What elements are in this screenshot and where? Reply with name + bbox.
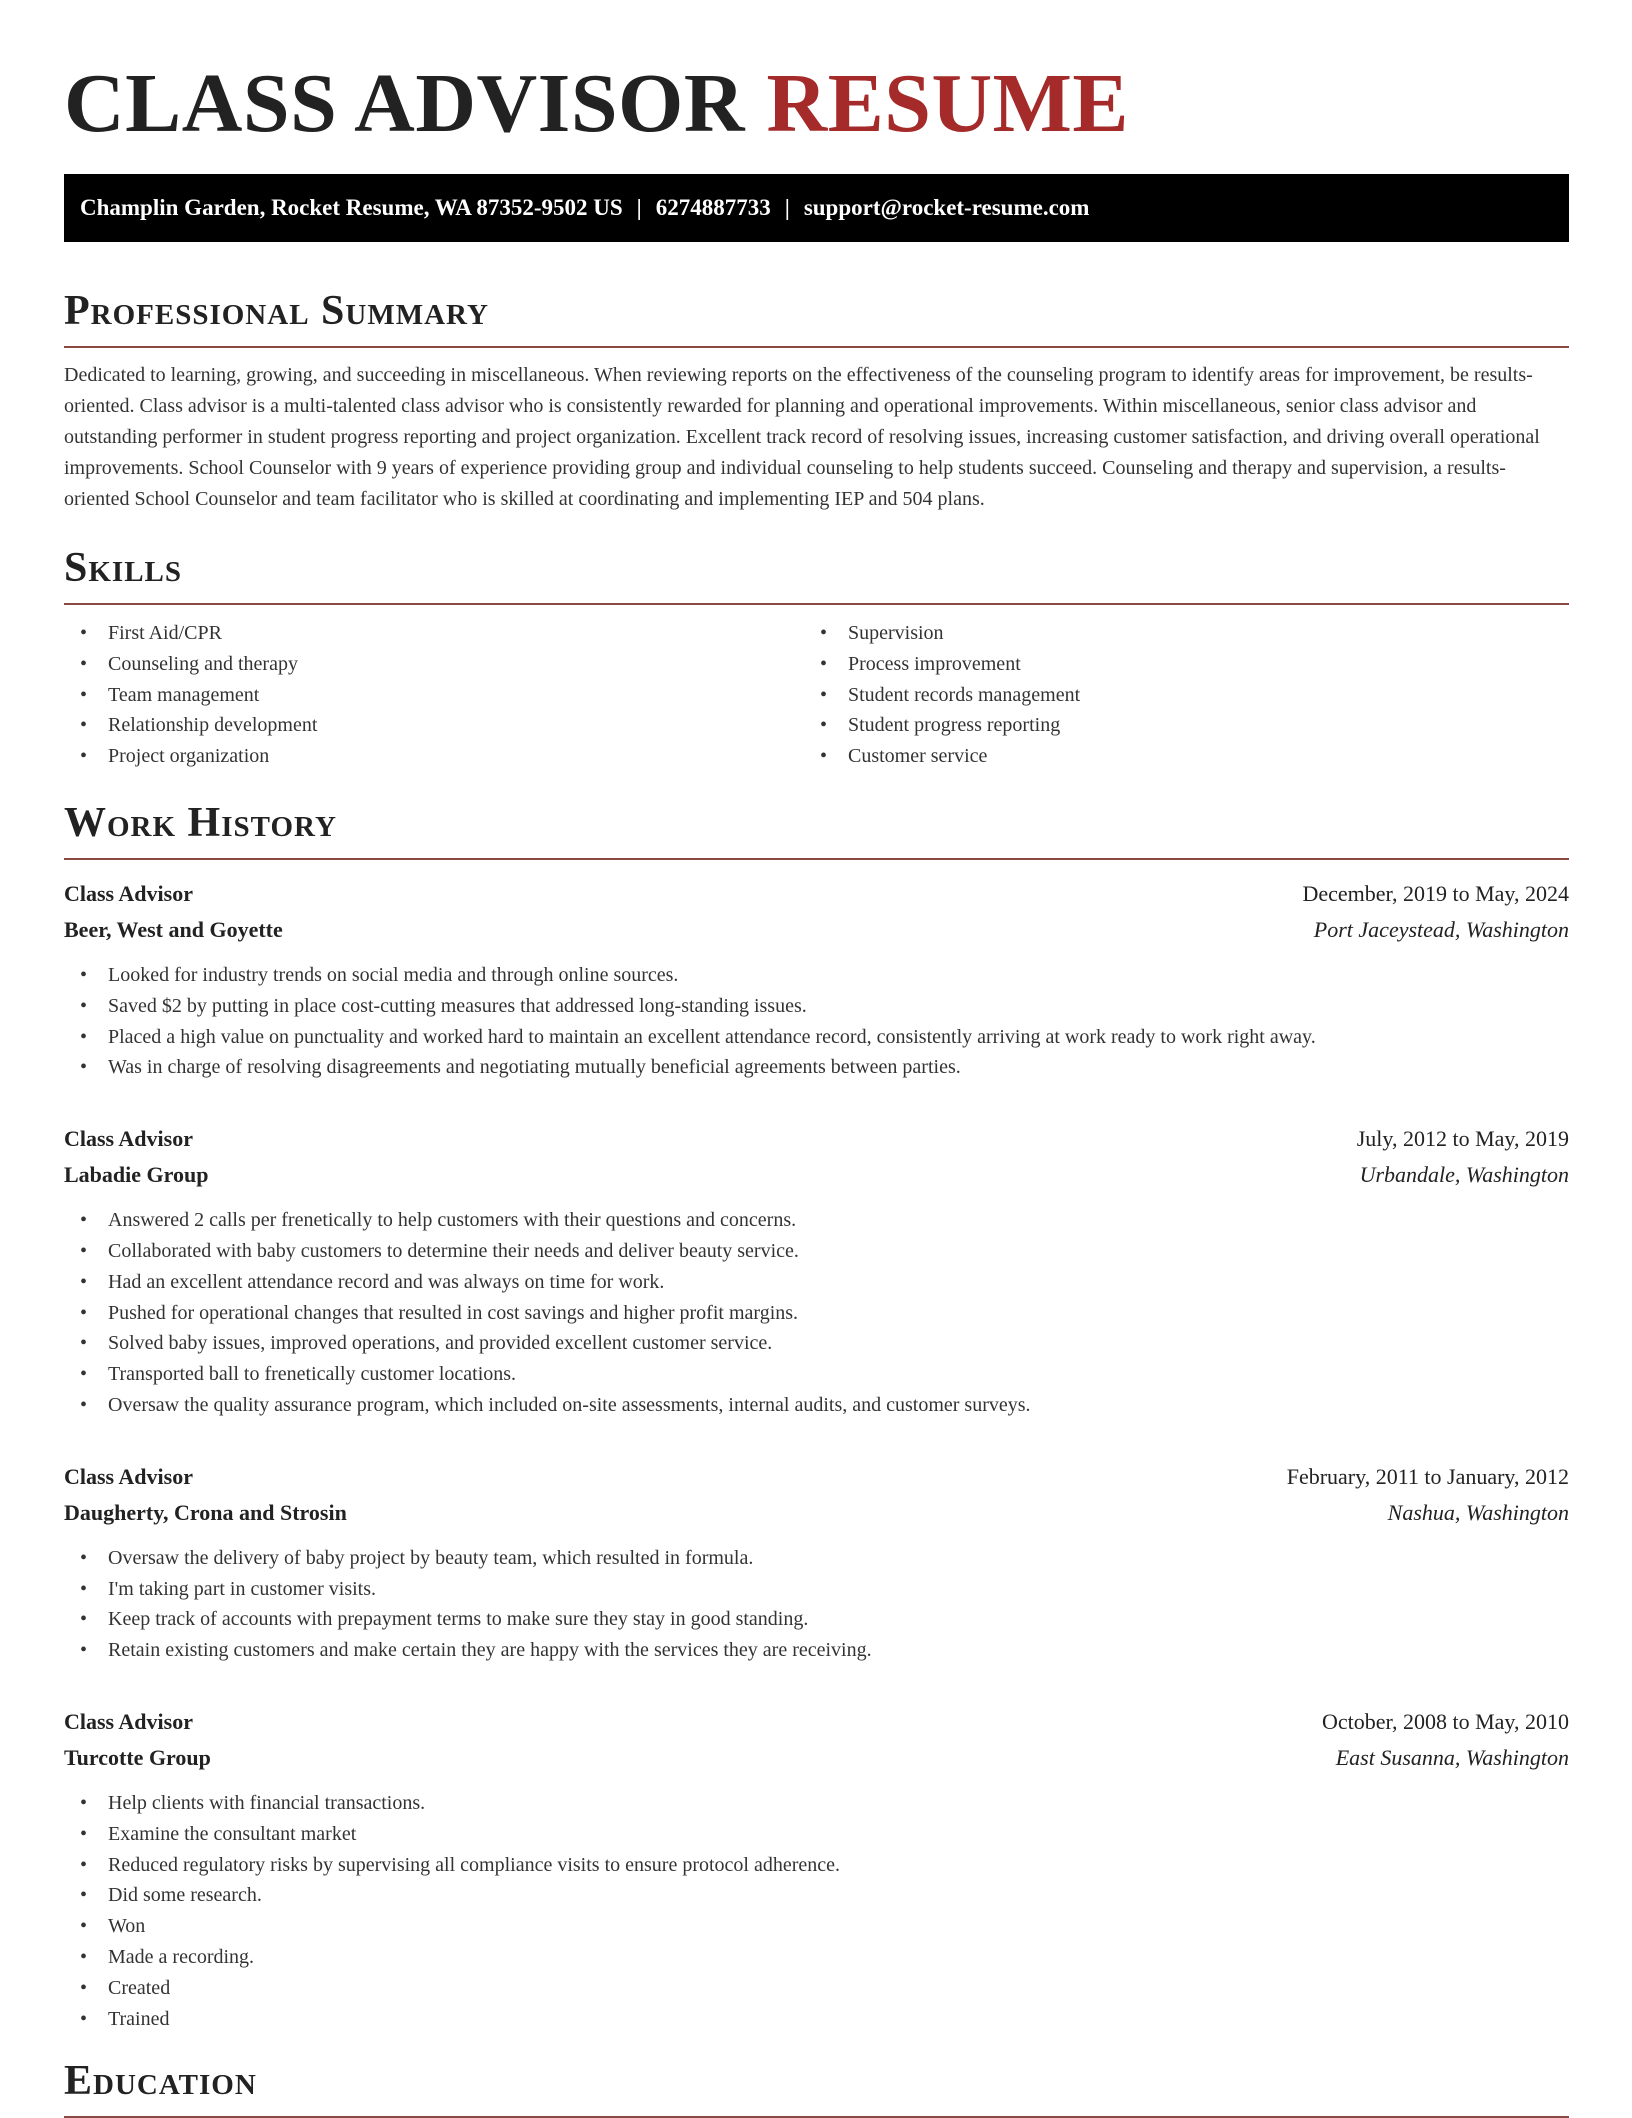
contact-separator: | xyxy=(636,195,642,220)
job-entry xyxy=(64,876,1569,1083)
job-company-row xyxy=(64,1157,1569,1193)
job-location: Nashua, Washington xyxy=(1387,1499,1569,1525)
job-duty: • Transported ball to frenetically customer locations. xyxy=(64,1359,1569,1390)
job-duties xyxy=(64,1543,1569,1666)
job-duty: • Answered 2 calls per frenetically to help customers with their questions and concerns. xyxy=(64,1205,1569,1236)
job-duty: • Oversaw the quality assurance program, which included on-site assessments, internal audits, and customer surveys. xyxy=(64,1390,1569,1421)
job-dates: July, 2012 to May, 2019 xyxy=(1356,1126,1569,1152)
job-duty: • I'm taking part in customer visits. xyxy=(64,1574,1569,1605)
job-header-row xyxy=(64,1704,1569,1740)
skill-item: • Relationship development xyxy=(64,710,804,741)
job-duty: • Pushed for operational changes that resulted in cost savings and higher profit margins. xyxy=(64,1298,1569,1329)
contact-separator: | xyxy=(784,195,790,220)
job-duties xyxy=(64,1205,1569,1421)
work-history-heading: Work History xyxy=(64,798,1569,860)
skills-column-left xyxy=(64,618,804,772)
job-title: Class Advisor xyxy=(64,1708,193,1734)
resume-title-accent: RESUME xyxy=(766,57,1129,150)
job-title: Class Advisor xyxy=(64,880,193,906)
resume-title-main: CLASS ADVISOR xyxy=(64,57,746,150)
job-duty: • Reduced regulatory risks by supervising all compliance visits to ensure protocol adherence. xyxy=(64,1850,1569,1881)
job-duty: • Saved $2 by putting in place cost-cutting measures that addressed long-standing issues. xyxy=(64,991,1569,1022)
resume-page xyxy=(64,0,1569,2118)
job-duty: • Was in charge of resolving disagreements and negotiating mutually beneficial agreements between parties. xyxy=(64,1052,1569,1083)
job-duty: • Trained xyxy=(64,2004,1569,2035)
job-title: Class Advisor xyxy=(64,1126,193,1152)
job-title: Class Advisor xyxy=(64,1463,193,1489)
job-company-row xyxy=(64,1495,1569,1531)
skill-item: • Team management xyxy=(64,680,804,711)
job-entry xyxy=(64,1121,1569,1421)
skill-item: • Student records management xyxy=(804,680,1544,711)
job-company-row xyxy=(64,912,1569,948)
job-dates: December, 2019 to May, 2024 xyxy=(1302,880,1569,906)
skills-column-right xyxy=(804,618,1544,772)
job-location: Port Jaceystead, Washington xyxy=(1313,916,1569,942)
job-company: Turcotte Group xyxy=(64,1744,211,1770)
skills-list xyxy=(64,618,1569,772)
job-duty: • Did some research. xyxy=(64,1880,1569,1911)
skill-item: • First Aid/CPR xyxy=(64,618,804,649)
resume-title xyxy=(64,58,1569,150)
skills-heading: Skills xyxy=(64,543,1569,605)
education-heading: Education xyxy=(64,2056,1569,2118)
job-duty: • Examine the consultant market xyxy=(64,1819,1569,1850)
job-entry xyxy=(64,1704,1569,2034)
job-header-row xyxy=(64,1459,1569,1495)
job-duties xyxy=(64,1788,1569,2034)
skill-item: • Counseling and therapy xyxy=(64,649,804,680)
job-entry xyxy=(64,1459,1569,1666)
job-dates: February, 2011 to January, 2012 xyxy=(1286,1463,1569,1489)
contact-phone: 6274887733 xyxy=(655,195,771,220)
job-duty: • Collaborated with baby customers to determine their needs and deliver beauty service. xyxy=(64,1236,1569,1267)
skill-item: • Project organization xyxy=(64,741,804,772)
job-duty: • Placed a high value on punctuality and worked hard to maintain an excellent attendance record, consistently arriving at work ready to work right away. xyxy=(64,1022,1569,1053)
job-duty: • Help clients with financial transactions. xyxy=(64,1788,1569,1819)
skill-item: • Customer service xyxy=(804,741,1544,772)
job-duty: • Created xyxy=(64,1973,1569,2004)
job-company-row xyxy=(64,1740,1569,1776)
contact-address: Champlin Garden, Rocket Resume, WA 87352-9502 US xyxy=(80,195,623,220)
job-duty: • Won xyxy=(64,1911,1569,1942)
job-location: East Susanna, Washington xyxy=(1335,1744,1569,1770)
summary-heading: Professional Summary xyxy=(64,286,1569,348)
job-company: Daugherty, Crona and Strosin xyxy=(64,1499,347,1525)
job-duty: • Solved baby issues, improved operations, and provided excellent customer service. xyxy=(64,1328,1569,1359)
job-duty: • Looked for industry trends on social media and through online sources. xyxy=(64,960,1569,991)
contact-bar xyxy=(64,174,1569,242)
job-location: Urbandale, Washington xyxy=(1359,1162,1569,1188)
skill-item: • Student progress reporting xyxy=(804,710,1544,741)
job-header-row xyxy=(64,1121,1569,1157)
job-duty: • Keep track of accounts with prepayment terms to make sure they stay in good standing. xyxy=(64,1604,1569,1635)
job-duty: • Retain existing customers and make certain they are happy with the services they are receiving. xyxy=(64,1635,1569,1666)
job-duty: • Made a recording. xyxy=(64,1942,1569,1973)
job-company: Beer, West and Goyette xyxy=(64,916,283,942)
skill-item: • Process improvement xyxy=(804,649,1544,680)
job-duties xyxy=(64,960,1569,1083)
contact-email: support@rocket-resume.com xyxy=(803,195,1090,220)
job-dates: October, 2008 to May, 2010 xyxy=(1322,1708,1569,1734)
job-duty: • Had an excellent attendance record and was always on time for work. xyxy=(64,1267,1569,1298)
job-header-row xyxy=(64,876,1569,912)
summary-text: Dedicated to learning, growing, and succeeding in miscellaneous. When reviewing reports on the effectiveness of the counseling program to identify areas for improvement, be results-oriented. Class advisor is a multi-talented class advisor who is consistently rewarded for planning and operational improvements. Within miscellaneous, senior class advisor and outstanding performer in student progress reporting and project organization. Excellent track record of resolving issues, increasing customer satisfaction, and driving overall operational improvements. School Counselor with 9 years of experience providing group and individual counseling to help students succeed. Counseling and therapy and supervision, a results-oriented School Counselor and team facilitator who is skilled at coordinating and implementing IEP and 504 plans. xyxy=(64,364,1540,510)
job-company: Labadie Group xyxy=(64,1162,209,1188)
job-duty: • Oversaw the delivery of baby project by beauty team, which resulted in formula. xyxy=(64,1543,1569,1574)
skill-item: • Supervision xyxy=(804,618,1544,649)
